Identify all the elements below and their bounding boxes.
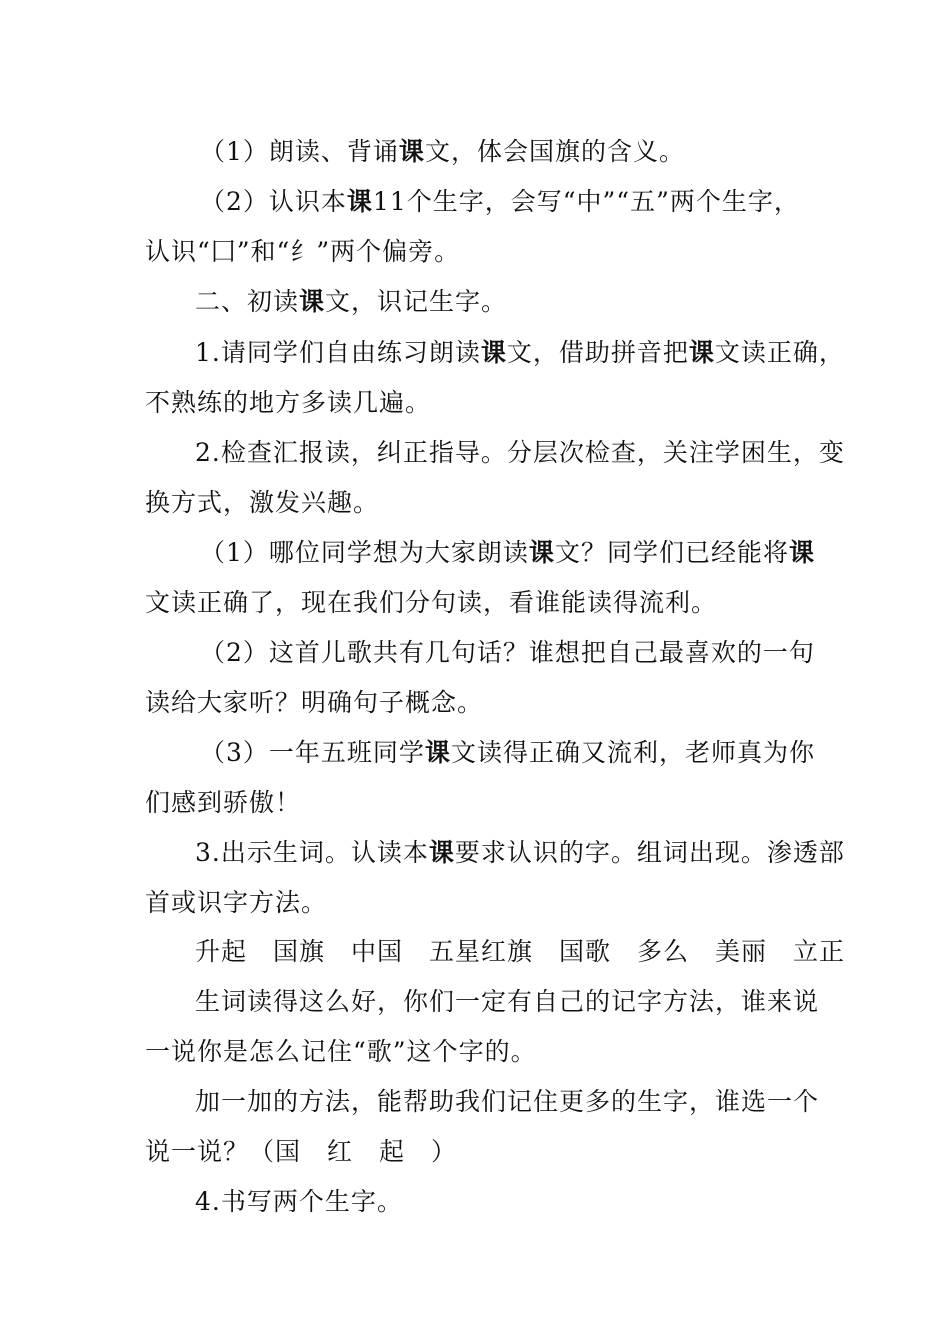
text-line: 加一加的方法，能帮助我们记住更多的生字，谁选一个 [195, 1087, 820, 1116]
text-line: （1）哪位同学想为大家朗读课文？同学们已经能将课 [200, 538, 815, 567]
section-heading: 二、初读课文，识记生字。 [195, 287, 508, 316]
text-line: 一说你是怎么记住“歌”这个字的。 [145, 1037, 537, 1066]
text-line: 3.出示生词。认读本课要求认识的字。组词出现。渗透部 [195, 838, 845, 867]
text-line: 首或识字方法。 [145, 888, 328, 917]
text-line: 生词读得这么好，你们一定有自己的记字方法，谁来说 [195, 987, 820, 1016]
text-line: 4.书写两个生字。 [195, 1187, 403, 1216]
vocabulary-line: 升起 国旗 中国 五星红旗 国歌 多么 美丽 立正 [195, 937, 846, 966]
text-line: 不熟练的地方多读几遍。 [145, 388, 432, 417]
text-line: 文读正确了，现在我们分句读，看谁能读得流利。 [145, 588, 718, 617]
text-line: 换方式，激发兴趣。 [145, 488, 380, 517]
text-line: 认识“囗”和“纟”两个偏旁。 [145, 237, 461, 266]
text-line: 说一说？（国 红 起 ） [145, 1137, 458, 1166]
text-line: 2.检查汇报读，纠正指导。分层次检查，关注学困生，变 [195, 438, 845, 467]
text-line: 读给大家听？明确句子概念。 [145, 688, 484, 717]
text-line: （2）认识本课11个生字，会写“中”“五”两个生字， [200, 187, 800, 216]
text-line: 们感到骄傲！ [145, 788, 302, 817]
text-line: （3）一年五班同学课文读得正确又流利，老师真为你 [200, 738, 815, 767]
text-line: 1.请同学们自由练习朗读课文，借助拼音把课文读正确， [195, 338, 845, 367]
text-line: （2）这首儿歌共有几句话？谁想把自己最喜欢的一句 [200, 638, 815, 667]
text-line: （1）朗读、背诵课文，体会国旗的含义。 [200, 137, 685, 166]
